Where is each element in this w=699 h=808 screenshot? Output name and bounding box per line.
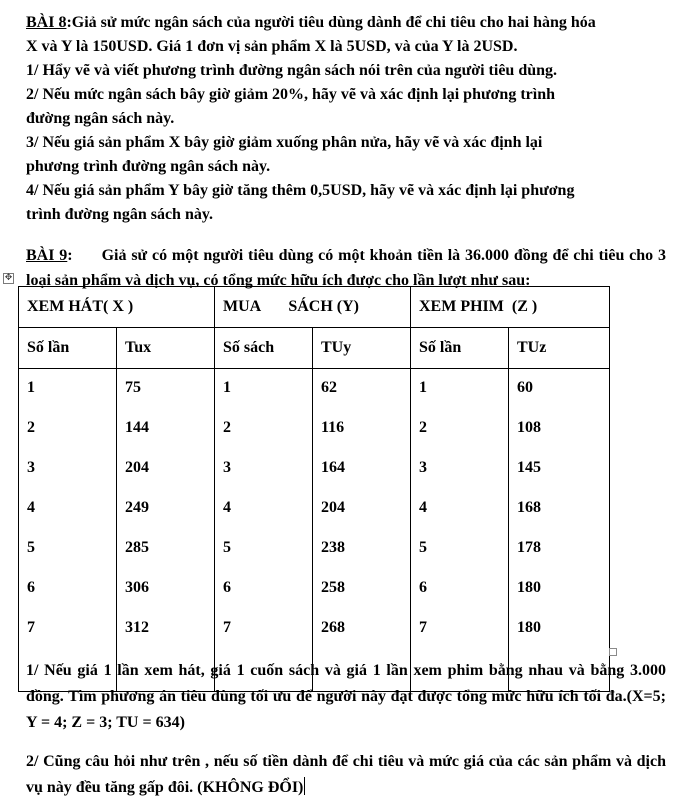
table-cell: 249 xyxy=(125,499,149,516)
table-cell: 1 xyxy=(419,379,427,396)
column-tuy xyxy=(313,369,411,692)
exercise-8-q2-cont: đường ngân sách này. xyxy=(26,110,175,127)
exercise-8-q4-cont: trình đường ngân sách này. xyxy=(26,206,213,223)
exercise-8-q4: 4/ Nếu giá sản phẩm Y bây giờ tăng thêm 0,5USD, hãy vẽ và xác định lại phương xyxy=(26,182,575,199)
table-cell: 4 xyxy=(419,499,427,516)
table-cell: 1 xyxy=(223,379,231,396)
exercise-8 xyxy=(26,11,666,227)
table-cell: 2 xyxy=(27,419,35,436)
table-cell: 7 xyxy=(223,619,231,636)
table-cell: 5 xyxy=(223,539,231,556)
exercise-8-q3: 3/ Nếu giá sản phẩm X bây giờ giảm xuống phân nửa, hãy vẽ và xác định lại xyxy=(26,134,543,151)
table-cell: 168 xyxy=(517,499,541,516)
subheader-x-count: Số lần xyxy=(19,328,117,369)
table-cell: 2 xyxy=(419,419,427,436)
exercise-8-q2: 2/ Nếu mức ngân sách bây giờ giảm 20%, hãy vẽ và xác định lại phương trình xyxy=(26,86,555,103)
table-subheader-row xyxy=(19,328,610,369)
table-resize-handle[interactable] xyxy=(609,648,617,656)
table-cell: 306 xyxy=(125,579,149,596)
table-cell: 6 xyxy=(419,579,427,596)
table-cell: 164 xyxy=(321,459,345,476)
table-cell: 3 xyxy=(223,459,231,476)
table-cell: 204 xyxy=(125,459,149,476)
subheader-z-count: Số lần xyxy=(411,328,509,369)
table-cell: 108 xyxy=(517,419,541,436)
exercise-9-question-2 xyxy=(26,749,666,801)
exercise-8-q1: 1/ Hẩy vẽ và viết phương trình đường ngân sách nói trên của người tiêu dùng. xyxy=(26,62,558,79)
exercise-9-title: BÀI 9 xyxy=(26,247,68,264)
table-cell: 2 xyxy=(223,419,231,436)
exercise-8-text: :Giả sử mức ngân sách của người tiêu dùng dành để chi tiêu cho hai hàng hóa xyxy=(66,14,596,31)
subheader-y-count: Số sách xyxy=(215,328,313,369)
table-cell: 60 xyxy=(517,379,533,396)
utility-table xyxy=(18,286,610,692)
table-move-handle-icon[interactable]: ✥ xyxy=(4,273,13,283)
table-cell: 145 xyxy=(517,459,541,476)
table-cell: 285 xyxy=(125,539,149,556)
group-header-z: XEM PHIM (Z ) xyxy=(411,287,610,328)
column-tux xyxy=(117,369,215,692)
subheader-tux: Tux xyxy=(117,328,215,369)
group-header-x: XEM HÁT( X ) xyxy=(19,287,215,328)
exercise-8-line-1 xyxy=(26,11,666,35)
subheader-tuz: TUz xyxy=(509,328,610,369)
column-tuz xyxy=(509,369,610,692)
text-cursor xyxy=(304,777,305,795)
table-cell: 5 xyxy=(419,539,427,556)
column-z-count xyxy=(411,369,509,692)
table-cell: 180 xyxy=(517,619,541,636)
table-cell: 116 xyxy=(321,419,345,436)
table-cell: 5 xyxy=(27,539,35,556)
exercise-8-title: BÀI 8 xyxy=(26,14,67,31)
exercise-9-question-1: 1/ Nếu giá 1 lần xem hát, giá 1 cuốn sách và giá 1 lần xem phim bằng nhau và bằng 3.000 đồng. Tìm phương án tiêu dùng tối ưu để người này đạt được tổng mức hữu ích tối đa.(X=5; Y = 4; Z = 3; TU = 634) xyxy=(26,662,666,731)
table-cell: 4 xyxy=(27,499,35,516)
column-y-count xyxy=(215,369,313,692)
exercise-9-text: : Giả sử có một người tiêu dùng có một khoản tiền là 36.000 đồng để chi tiêu cho 3 loại sản phẩm và dịch vụ, có tổng mức hữu ích được cho lần lượt như sau: xyxy=(26,247,671,289)
table-cell: 312 xyxy=(125,619,149,636)
table-cell: 268 xyxy=(321,619,345,636)
table-cell: 258 xyxy=(321,579,345,596)
table-data-row xyxy=(19,369,610,692)
table-group-header-row xyxy=(19,287,610,328)
table-cell: 6 xyxy=(27,579,35,596)
exercise-8-line-2: X và Y là 150USD. Giá 1 đơn vị sản phẩm X là 5USD, và của Y là 2USD. xyxy=(26,38,518,55)
exercise-9-question-2-text: 2/ Cũng câu hỏi như trên , nếu số tiền dành để chi tiêu và mức giá của các sản phẩm và dịch vụ này đều tăng gấp đôi. (KHÔNG ĐỔI) xyxy=(26,753,666,796)
table-cell: 75 xyxy=(125,379,141,396)
table-cell: 1 xyxy=(27,379,35,396)
table-cell: 7 xyxy=(419,619,427,636)
table-cell: 3 xyxy=(419,459,427,476)
table-cell: 3 xyxy=(27,459,35,476)
table-cell: 204 xyxy=(321,499,345,516)
group-header-y: MUA SÁCH (Y) xyxy=(215,287,411,328)
table-cell: 62 xyxy=(321,379,337,396)
table-cell: 178 xyxy=(517,539,541,556)
subheader-tuy: TUy xyxy=(313,328,411,369)
table-cell: 238 xyxy=(321,539,345,556)
table-cell: 7 xyxy=(27,619,35,636)
table-cell: 4 xyxy=(223,499,231,516)
column-x-count xyxy=(19,369,117,692)
table-cell: 144 xyxy=(125,419,149,436)
exercise-8-q3-cont: phương trình đường ngân sách này. xyxy=(26,158,271,175)
table-cell: 180 xyxy=(517,579,541,596)
table-cell: 6 xyxy=(223,579,231,596)
